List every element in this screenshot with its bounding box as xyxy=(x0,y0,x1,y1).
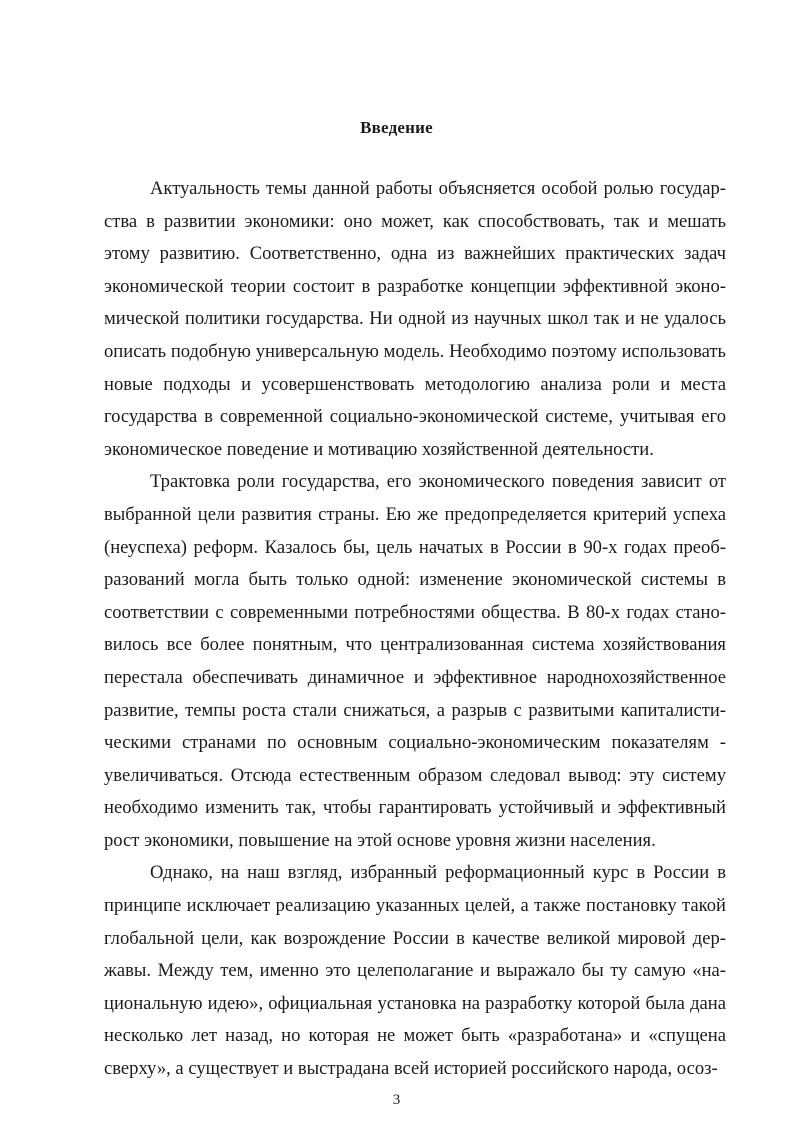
paragraph-2: Трактовка роли государства, его экономического поведения зависит от выбранной цели развития страны. Ею же предопределяется критерий успеха (неуспеха) реформ. Казалось бы, цель начатых в России в 90-х годах преобразований могла быть только одной: изменение экономической системы в соответствии с современными потребностями общества. В 80-х годах становилось все более понятным, что централизованная система хозяйствования перестала обеспечивать динамичное и эффективное народнохозяйственное развитие, темпы роста стали снижаться, а разрыв с развитыми капиталистическими странами по основным социально-экономическим показателям - увеличиваться. Отсюда естественным образом следовал вывод: эту систему необходимо изменить так, чтобы гарантировать устойчивый и эффективный рост экономики, повышение на этой основе уровня жизни населения. xyxy=(104,471,726,851)
paragraph-3: Однако, на наш взгляд, избранный реформационный курс в России в принципе исключает реализацию указанных целей, а также постановку такой глобальной цели, как возрождение России в качестве великой мировой державы. Между тем, именно это целеполагание и выражало бы ту самую «национальную идею», официальная установка на разработку которой была дана несколько лет назад, но которая не может быть «разработана» и «спущена сверху», а существует и выстрадана всей историей российского народа, осоз- xyxy=(104,862,726,1080)
page-number: 3 xyxy=(392,1092,401,1108)
body-text xyxy=(104,173,726,1086)
section-heading: Введение xyxy=(360,118,433,137)
paragraph-1: Актуальность темы данной работы объясняется особой ролью государства в развитии экономики: оно может, как способствовать, так и мешать этому развитию. Соответственно, одна из важнейших практических задач экономической теории состоит в разработке концепции эффективной экономической политики государства. Ни одной из научных школ так и не удалось описать подобную универсальную модель. Необходимо поэтому использовать новые подходы и усовершенствовать методологию анализа роли и места государства в современной социально-экономической системе, учитывая его экономическое поведение и мотивацию хозяйственной деятельности. xyxy=(104,178,726,460)
